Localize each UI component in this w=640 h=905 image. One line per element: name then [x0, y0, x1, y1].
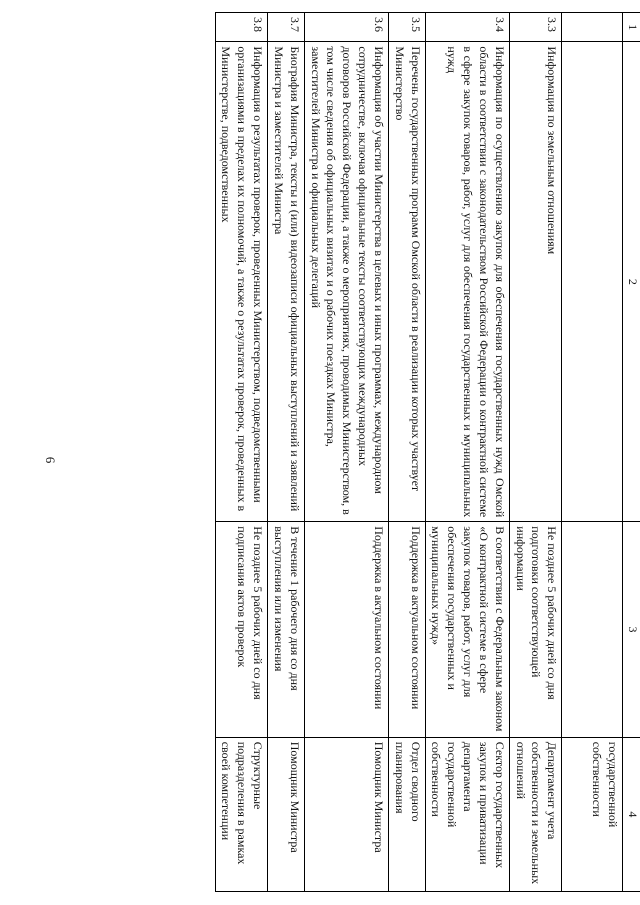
row-number: 3.7 [268, 13, 305, 42]
column-number-row [623, 13, 640, 892]
table-row [388, 13, 425, 892]
row-info: Информация об участии Министерства в целевых и иных программах, международном сотрудничестве, включая официальные тексты соответствующих международных договоров Российской Федерации, а также о мероприятиях, проводимых Министерством, в том числе сведения об официальных визитах и о рабочих поездках Министра, заместителей Министра и официальных делегаций [304, 42, 388, 522]
column-header-4: 4 [623, 737, 640, 891]
table-row [425, 13, 509, 892]
information-table [215, 12, 640, 892]
column-header-2: 2 [623, 42, 640, 522]
row-info: Биография Министра, тексты и (или) видеозаписи официальных выступлений и заявлений Министра и заместителей Министра [268, 42, 305, 522]
row-number: 3.5 [388, 13, 425, 42]
row-info: Информация по осуществлению закупок для обеспечения государственных нужд Омской области в соответствии с законодательством Российской Федерации о контрактной системе в сфере закупок товаров, работ, услуг для обеспечения государственных и муниципальных нужд [425, 42, 509, 522]
row-period: Не позднее 5 рабочих дней со дня подписания актов проверок [215, 522, 267, 737]
row-number: 3.4 [425, 13, 509, 42]
row-period: Поддержка в актуальном состоянии [304, 522, 388, 737]
row-info: Перечень государственных программ Омской области в реализации которых участвует Министерство [388, 42, 425, 522]
row-responsible: Помощник Министра [268, 737, 305, 891]
rotated-table-wrapper [90, 12, 640, 892]
page-number: 6 [43, 456, 58, 464]
row-info: Информация о результатах проверок, проведенных Министерством, подведомственными организациями в пределах их полномочий, а также о результатах проверок, проведенных в Министерстве, подведомственных [215, 42, 267, 522]
rotated-table-container [90, 12, 640, 892]
table-row [304, 13, 388, 892]
row-responsible: Отдел сводного планирования [388, 737, 425, 891]
row-responsible: Структурные подразделения в рамках своей компетенции [215, 737, 267, 891]
table-row [509, 13, 561, 892]
table-row [215, 13, 267, 892]
column-header-3: 3 [623, 522, 640, 737]
row-responsible: Департамент учета собственности и земельных отношений [509, 737, 561, 891]
row-period: Поддержка в актуальном состоянии [388, 522, 425, 737]
row-responsible: Помощник Министра [304, 737, 388, 891]
row-responsible: Сектор государственных закупок и приватизации департамента государственной собственности [425, 737, 509, 891]
table-row [268, 13, 305, 892]
continued-num-cell [562, 13, 623, 42]
row-period: Не позднее 5 рабочих дней со дня подготовки соответствующей информации [509, 522, 561, 737]
continued-info-cell [562, 42, 623, 522]
continued-responsible-cell: государственной собственности [562, 737, 623, 891]
row-number: 3.8 [215, 13, 267, 42]
continued-row [562, 13, 623, 892]
row-period: В течение 1 рабочего дня со дня выступления или изменения [268, 522, 305, 737]
row-number: 3.6 [304, 13, 388, 42]
row-number: 3.3 [509, 13, 561, 42]
row-period: В соответствии с Федеральным законом «О контрактной системе в сфере закупок товаров, работ, услуг для обеспечения государственных и муниципальных нужд» [425, 522, 509, 737]
continued-period-cell [562, 522, 623, 737]
row-info: Информация по земельным отношениям [509, 42, 561, 522]
column-header-1: 1 [623, 13, 640, 42]
